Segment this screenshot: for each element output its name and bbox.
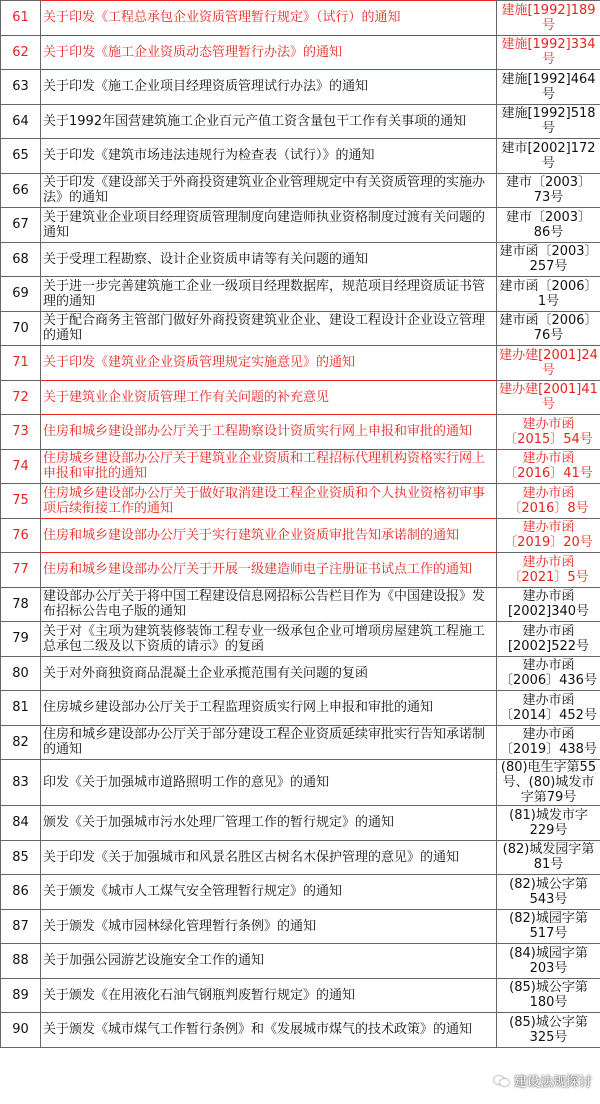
- table-row: [1, 208, 600, 243]
- row-document-number: (82)城公字第543号: [497, 875, 600, 910]
- row-title: 关于受理工程勘察、设计企业资质申请等有关问题的通知: [41, 242, 497, 277]
- row-document-number: 建办市函[2002]340号: [497, 587, 600, 622]
- row-number: 65: [1, 139, 41, 174]
- row-number: 80: [1, 656, 41, 691]
- table-row: [1, 449, 600, 484]
- row-number: 66: [1, 173, 41, 208]
- row-title: 住房城乡建设部办公厅关于做好取消建设工程企业资质和个人执业资格初审事项后续衔接工作的通知: [41, 484, 497, 519]
- row-number: 81: [1, 691, 41, 726]
- row-title: 住房和城乡建设部办公厅关于开展一级建造师电子注册证书试点工作的通知: [41, 553, 497, 588]
- row-document-number: (82)城园字第517号: [497, 909, 600, 944]
- row-title: 关于印发《关于加强城市和风景名胜区古树名木保护管理的意见》的通知: [41, 840, 497, 875]
- row-number: 76: [1, 518, 41, 553]
- row-document-number: 建市〔2003〕86号: [497, 208, 600, 243]
- row-document-number: 建办市函〔2015〕54号: [497, 415, 600, 450]
- table-row: [1, 1, 600, 36]
- row-title: 关于印发《建设部关于外商投资建筑业企业管理规定中有关资质管理的实施办法》的通知: [41, 173, 497, 208]
- row-title: 关于配合商务主管部门做好外商投资建筑业企业、建设工程设计企业设立管理的通知: [41, 311, 497, 346]
- row-title: 关于颁发《城市园林绿化管理暂行条例》的通知: [41, 909, 497, 944]
- row-number: 83: [1, 760, 41, 806]
- row-document-number: 建办市函〔2019〕438号: [497, 725, 600, 760]
- row-title: 住房城乡建设部办公厅关于工程监理资质实行网上申报和审批的通知: [41, 691, 497, 726]
- row-document-number: 建施[1992]189号: [497, 1, 600, 36]
- row-document-number: 建市函〔2006〕76号: [497, 311, 600, 346]
- table-row: [1, 622, 600, 657]
- row-number: 73: [1, 415, 41, 450]
- table-row: [1, 242, 600, 277]
- table-row: [1, 518, 600, 553]
- row-document-number: 建市函〔2003〕257号: [497, 242, 600, 277]
- wechat-watermark: [494, 1071, 592, 1090]
- row-title: 住房城乡建设部办公厅关于建筑业企业资质和工程招标代理机构资格实行网上申报和审批的通知: [41, 449, 497, 484]
- row-title: 关于印发《工程总承包企业资质管理暂行规定》（试行）的通知: [41, 1, 497, 36]
- table-row: [1, 346, 600, 381]
- table-row: [1, 139, 600, 174]
- row-document-number: 建市〔2003〕73号: [497, 173, 600, 208]
- row-number: 86: [1, 875, 41, 910]
- row-title: 住房和城乡建设部办公厅关于工程勘察设计资质实行网上申报和审批的通知: [41, 415, 497, 450]
- table-row: [1, 277, 600, 312]
- row-document-number: 建办市函〔2016〕8号: [497, 484, 600, 519]
- table-row: [1, 840, 600, 875]
- table-row: [1, 484, 600, 519]
- row-document-number: (80)电生字第55号、(80)城发市字第79号: [497, 760, 600, 806]
- row-number: 77: [1, 553, 41, 588]
- table-row: [1, 656, 600, 691]
- row-number: 70: [1, 311, 41, 346]
- row-document-number: (82)城发园字第81号: [497, 840, 600, 875]
- row-title: 关于印发《施工企业资质动态管理暂行办法》的通知: [41, 35, 497, 70]
- table-row: [1, 553, 600, 588]
- table-row: [1, 978, 600, 1013]
- row-document-number: 建施[1992]334号: [497, 35, 600, 70]
- row-number: 69: [1, 277, 41, 312]
- row-number: 64: [1, 104, 41, 139]
- row-document-number: 建办市函〔2019〕20号: [497, 518, 600, 553]
- row-number: 61: [1, 1, 41, 36]
- row-document-number: 建办市函〔2016〕41号: [497, 449, 600, 484]
- table-row: [1, 1013, 600, 1048]
- row-title: 关于对《主项为建筑装修装饰工程专业一级承包企业可增项房屋建筑工程施工总承包二级及以下资质的请示》的复函: [41, 622, 497, 657]
- row-number: 89: [1, 978, 41, 1013]
- row-document-number: 建施[1992]518号: [497, 104, 600, 139]
- row-title: 关于建筑业企业项目经理资质管理制度向建造师执业资格制度过渡有关问题的通知: [41, 208, 497, 243]
- row-title: 关于建筑业企业资质管理工作有关问题的补充意见: [41, 380, 497, 415]
- row-title: 住房和城乡建设部办公厅关于实行建筑业企业资质审批告知承诺制的通知: [41, 518, 497, 553]
- row-number: 90: [1, 1013, 41, 1048]
- row-document-number: 建办市函〔2006〕436号: [497, 656, 600, 691]
- row-title: 关于颁发《城市人工煤气安全管理暂行规定》的通知: [41, 875, 497, 910]
- table-row: [1, 415, 600, 450]
- row-title: 建设部办公厅关于将中国工程建设信息网招标公告栏目作为《中国建设报》发布招标公告电子版的通知: [41, 587, 497, 622]
- row-number: 82: [1, 725, 41, 760]
- row-document-number: (81)城发市字229号: [497, 806, 600, 841]
- row-document-number: 建办市函〔2014〕452号: [497, 691, 600, 726]
- row-document-number: 建市函〔2006〕1号: [497, 277, 600, 312]
- row-document-number: (84)城园字第203号: [497, 944, 600, 979]
- table-row: [1, 380, 600, 415]
- row-number: 74: [1, 449, 41, 484]
- table-row: [1, 691, 600, 726]
- row-title: 关于印发《建筑业企业资质管理规定实施意见》的通知: [41, 346, 497, 381]
- table-row: [1, 944, 600, 979]
- row-number: 71: [1, 346, 41, 381]
- table-row: [1, 587, 600, 622]
- row-document-number: 建办建[2001]41号: [497, 380, 600, 415]
- row-number: 78: [1, 587, 41, 622]
- table-row: [1, 760, 600, 806]
- row-title: 关于1992年国营建筑施工企业百元产值工资含量包干工作有关事项的通知: [41, 104, 497, 139]
- row-title: 关于印发《施工企业项目经理资质管理试行办法》的通知: [41, 70, 497, 105]
- row-number: 67: [1, 208, 41, 243]
- row-number: 85: [1, 840, 41, 875]
- row-number: 62: [1, 35, 41, 70]
- row-number: 87: [1, 909, 41, 944]
- row-title: 关于印发《建筑市场违法违规行为检查表（试行）》的通知: [41, 139, 497, 174]
- row-title: 关于颁发《在用液化石油气钢瓶判废暂行规定》的通知: [41, 978, 497, 1013]
- table-row: [1, 806, 600, 841]
- regulations-table-body: [1, 1, 600, 1048]
- row-number: 84: [1, 806, 41, 841]
- watermark-text: 建设法规探讨: [513, 1075, 592, 1090]
- row-document-number: (85)城公字第325号: [497, 1013, 600, 1048]
- row-document-number: 建施[1992]464号: [497, 70, 600, 105]
- table-row: [1, 725, 600, 760]
- row-number: 68: [1, 242, 41, 277]
- row-title: 关于进一步完善建筑施工企业一级项目经理数据库，规范项目经理资质证书管理的通知: [41, 277, 497, 312]
- row-document-number: 建办市函〔2021〕5号: [497, 553, 600, 588]
- table-row: [1, 875, 600, 910]
- row-document-number: 建市[2002]172号: [497, 139, 600, 174]
- row-document-number: 建办建[2001]24号: [497, 346, 600, 381]
- row-number: 63: [1, 70, 41, 105]
- row-title: 印发《关于加强城市道路照明工作的意见》的通知: [41, 760, 497, 806]
- row-number: 72: [1, 380, 41, 415]
- table-row: [1, 909, 600, 944]
- row-title: 颁发《关于加强城市污水处理厂管理工作的暂行规定》的通知: [41, 806, 497, 841]
- row-document-number: (85)城公字第180号: [497, 978, 600, 1013]
- table-row: [1, 104, 600, 139]
- row-title: 关于加强公园游艺设施安全工作的通知: [41, 944, 497, 979]
- row-title: 住房和城乡建设部办公厅关于部分建设工程企业资质延续审批实行告知承诺制的通知: [41, 725, 497, 760]
- table-row: [1, 311, 600, 346]
- wechat-icon: [494, 1074, 510, 1088]
- table-row: [1, 70, 600, 105]
- row-title: 关于对外商独资商品混凝土企业承揽范围有关问题的复函: [41, 656, 497, 691]
- row-document-number: 建办市函[2002]522号: [497, 622, 600, 657]
- row-number: 75: [1, 484, 41, 519]
- table-row: [1, 35, 600, 70]
- table-row: [1, 173, 600, 208]
- row-title: 关于颁发《城市煤气工作暂行条例》和《发展城市煤气的技术政策》的通知: [41, 1013, 497, 1048]
- row-number: 88: [1, 944, 41, 979]
- row-number: 79: [1, 622, 41, 657]
